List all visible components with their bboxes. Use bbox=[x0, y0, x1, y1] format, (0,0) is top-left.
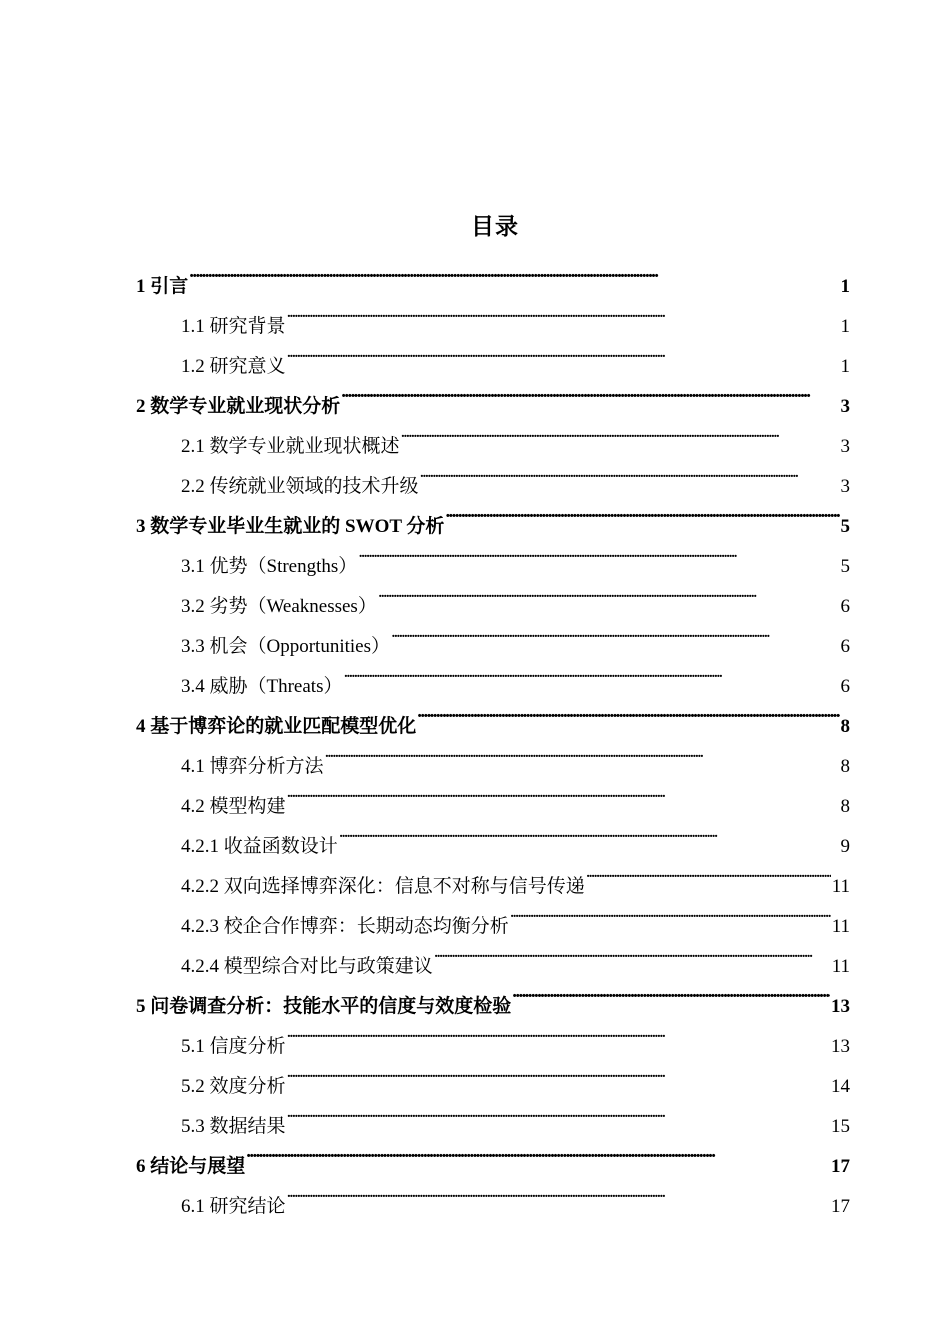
toc-entry-page: 13 bbox=[831, 1036, 850, 1057]
toc-entry-page: 9 bbox=[840, 836, 850, 857]
toc-entry-label: 1.2 研究意义 bbox=[181, 356, 286, 377]
toc-entry-label: 4.2 模型构建 bbox=[181, 796, 286, 817]
toc-entry-page: 3 bbox=[840, 436, 850, 457]
toc-entry-page: 5 bbox=[840, 516, 850, 537]
toc-entry-page: 1 bbox=[840, 276, 850, 297]
dot-leader bbox=[512, 972, 830, 1012]
toc-entry-label: 5.1 信度分析 bbox=[181, 1036, 286, 1057]
toc-entry-label: 4.1 博弈分析方法 bbox=[181, 756, 324, 777]
toc-entry-label: 3.2 劣势（Weaknesses） bbox=[181, 596, 377, 617]
toc-entry-label: 2.2 传统就业领域的技术升级 bbox=[181, 476, 419, 497]
toc-entry[interactable] bbox=[136, 252, 850, 297]
toc-entry-label: 4.2.1 收益函数设计 bbox=[181, 836, 338, 857]
toc-entry-page: 13 bbox=[831, 996, 850, 1017]
table-of-contents bbox=[136, 252, 850, 1217]
toc-entry-label: 4 基于博弈论的就业匹配模型优化 bbox=[136, 716, 417, 737]
toc-entry-label: 3.1 优势（Strengths） bbox=[181, 556, 358, 577]
toc-entry-label: 4.2.3 校企合作博弈：长期动态均衡分析 bbox=[181, 916, 509, 937]
dot-leader bbox=[586, 852, 831, 892]
dot-leader bbox=[287, 1092, 830, 1132]
toc-entry-label: 4.2.4 模型综合对比与政策建议 bbox=[181, 956, 433, 977]
toc-entry-label: 3.4 威胁（Threats） bbox=[181, 676, 343, 697]
toc-entry-page: 17 bbox=[831, 1156, 850, 1177]
dot-leader bbox=[445, 492, 839, 532]
toc-entry-page: 5 bbox=[840, 556, 850, 577]
dot-leader bbox=[246, 1132, 830, 1172]
toc-entry-page: 3 bbox=[840, 476, 850, 497]
toc-title: 目录 bbox=[471, 214, 519, 240]
dot-leader bbox=[189, 252, 839, 292]
toc-entry-page: 1 bbox=[840, 356, 850, 377]
toc-entry-page: 14 bbox=[831, 1076, 850, 1097]
dot-leader bbox=[287, 1052, 830, 1092]
toc-entry-page: 8 bbox=[840, 716, 850, 737]
dot-leader bbox=[287, 1012, 830, 1052]
toc-entry-page: 8 bbox=[840, 796, 850, 817]
toc-entry-page: 11 bbox=[831, 916, 850, 937]
dot-leader bbox=[378, 572, 840, 612]
toc-entry-label: 5 问卷调查分析：技能水平的信度与效度检验 bbox=[136, 996, 512, 1017]
dot-leader bbox=[287, 1172, 830, 1212]
toc-entry-label: 4.2.2 双向选择博弈深化：信息不对称与信号传递 bbox=[181, 876, 585, 897]
toc-entry-label: 1 引言 bbox=[136, 276, 189, 297]
toc-entry-label: 5.3 数据结果 bbox=[181, 1116, 286, 1137]
dot-leader bbox=[358, 532, 839, 572]
dot-leader bbox=[401, 412, 840, 452]
toc-entry-page: 17 bbox=[831, 1196, 850, 1217]
toc-entry-label: 2.1 数学专业就业现状概述 bbox=[181, 436, 400, 457]
toc-entry-label: 1.1 研究背景 bbox=[181, 316, 286, 337]
toc-entry-page: 15 bbox=[831, 1116, 850, 1137]
toc-entry-label: 3 数学专业毕业生就业的 SWOT 分析 bbox=[136, 516, 445, 537]
dot-leader bbox=[341, 372, 839, 412]
toc-entry-label: 6.1 研究结论 bbox=[181, 1196, 286, 1217]
toc-entry-page: 11 bbox=[831, 956, 850, 977]
toc-entry-page: 6 bbox=[840, 676, 850, 697]
toc-entry-page: 6 bbox=[840, 596, 850, 617]
dot-leader bbox=[287, 772, 840, 812]
toc-entry-label: 2 数学专业就业现状分析 bbox=[136, 396, 341, 417]
dot-leader bbox=[434, 932, 831, 972]
dot-leader bbox=[343, 652, 839, 692]
dot-leader bbox=[287, 332, 840, 372]
dot-leader bbox=[417, 692, 839, 732]
toc-entry-label: 6 结论与展望 bbox=[136, 1156, 246, 1177]
toc-entry[interactable] bbox=[136, 292, 850, 337]
dot-leader bbox=[391, 612, 840, 652]
toc-entry-page: 8 bbox=[840, 756, 850, 777]
dot-leader bbox=[420, 452, 840, 492]
dot-leader bbox=[287, 292, 840, 332]
dot-leader bbox=[325, 732, 840, 772]
toc-entry-label: 3.3 机会（Opportunities） bbox=[181, 636, 390, 657]
dot-leader bbox=[339, 812, 840, 852]
toc-entry-page: 6 bbox=[840, 636, 850, 657]
toc-entry-page: 11 bbox=[831, 876, 850, 897]
dot-leader bbox=[510, 892, 831, 932]
toc-entry-label: 5.2 效度分析 bbox=[181, 1076, 286, 1097]
toc-entry-page: 1 bbox=[840, 316, 850, 337]
toc-entry-page: 3 bbox=[840, 396, 850, 417]
